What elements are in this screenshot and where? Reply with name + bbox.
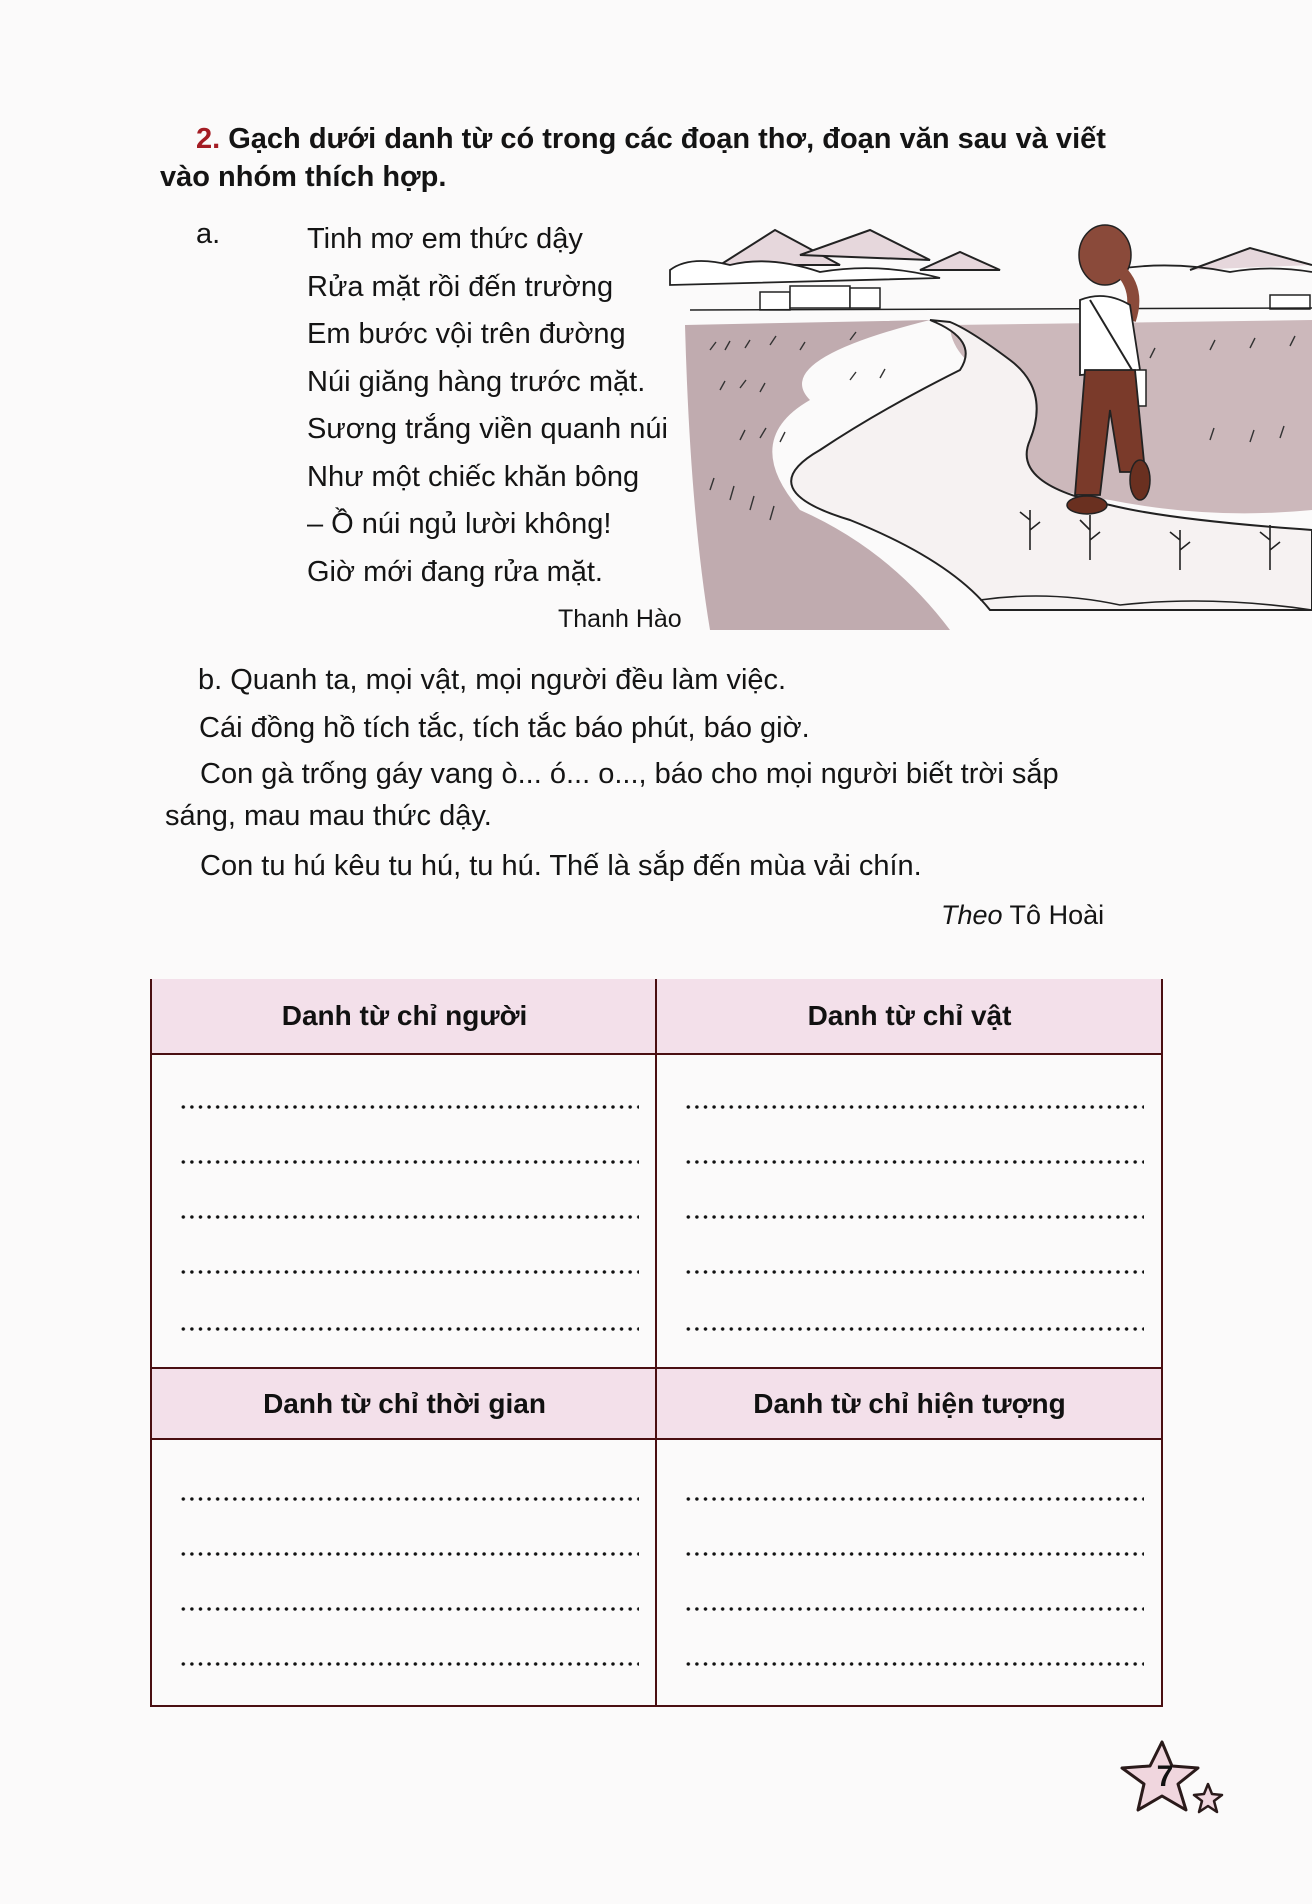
table-column-divider (655, 979, 657, 1707)
answer-line[interactable] (179, 1160, 639, 1164)
answer-line[interactable] (179, 1215, 639, 1219)
page-number: 7 (1156, 1760, 1174, 1793)
answer-line[interactable] (179, 1327, 639, 1331)
source-author: Tô Hoài (1002, 900, 1105, 930)
answer-line[interactable] (684, 1607, 1144, 1611)
poem (307, 216, 668, 596)
answer-line[interactable] (684, 1662, 1144, 1666)
poem-line: Tinh mơ em thức dậy (307, 223, 583, 255)
answer-line[interactable] (684, 1270, 1144, 1274)
part-a-label: a. (196, 218, 221, 250)
poem-line: Giờ mới đang rửa mặt. (307, 555, 603, 588)
instruction-text: Gạch dưới danh từ có trong các đoạn thơ, đoạn văn sau và viết (220, 123, 1106, 155)
prose-line: Con tu hú kêu tu hú, tu hú. Thế là sắp đến mùa vải chín. (200, 850, 922, 882)
header-nouns-phenomena: Danh từ chỉ hiện tượng (753, 1387, 1066, 1419)
prose-line: Con gà trống gáy vang ò... ó... o..., báo cho mọi người biết trời sắp (200, 758, 1059, 790)
source-prefix: Theo (941, 900, 1003, 930)
answer-line[interactable] (684, 1160, 1144, 1164)
poem-line: Sương trắng viền quanh núi (307, 413, 668, 445)
answer-line[interactable] (684, 1215, 1144, 1219)
instruction-text-cont: vào nhóm thích hợp. (160, 161, 447, 193)
page-number-badge (1100, 1740, 1230, 1820)
poem-line: Em bước vội trên đường (307, 318, 626, 350)
prose-line: b. Quanh ta, mọi vật, mọi người đều làm việc. (198, 664, 787, 696)
poem-author: Thanh Hào (558, 605, 682, 633)
poem-line: Rửa mặt rồi đến trường (307, 270, 614, 303)
answer-line[interactable] (684, 1105, 1144, 1109)
answer-line[interactable] (179, 1662, 639, 1666)
header-nouns-things: Danh từ chỉ vật (807, 999, 1012, 1031)
answer-line[interactable] (179, 1552, 639, 1556)
prose-source (941, 900, 1104, 931)
answer-line[interactable] (684, 1552, 1144, 1556)
answer-line[interactable] (179, 1497, 639, 1501)
answer-line[interactable] (684, 1497, 1144, 1501)
prose-line: sáng, mau mau thức dậy. (165, 800, 492, 832)
prose-line: Cái đồng hồ tích tắc, tích tắc báo phút, báo giờ. (199, 712, 810, 744)
exercise-heading (160, 120, 1200, 196)
header-nouns-people: Danh từ chỉ người (281, 999, 528, 1031)
answer-line[interactable] (179, 1607, 639, 1611)
answer-line[interactable] (179, 1270, 639, 1274)
answer-line[interactable] (179, 1105, 639, 1109)
poem-line: – Ồ núi ngủ lười không! (307, 508, 612, 540)
poem-line: Núi giăng hàng trước mặt. (307, 365, 646, 398)
header-nouns-time: Danh từ chỉ thời gian (263, 1387, 546, 1419)
girl-walking-illustration-icon (650, 210, 1312, 630)
answer-line[interactable] (684, 1327, 1144, 1331)
exercise-number: 2. (196, 123, 221, 155)
poem-line: Như một chiếc khăn bông (307, 460, 640, 493)
